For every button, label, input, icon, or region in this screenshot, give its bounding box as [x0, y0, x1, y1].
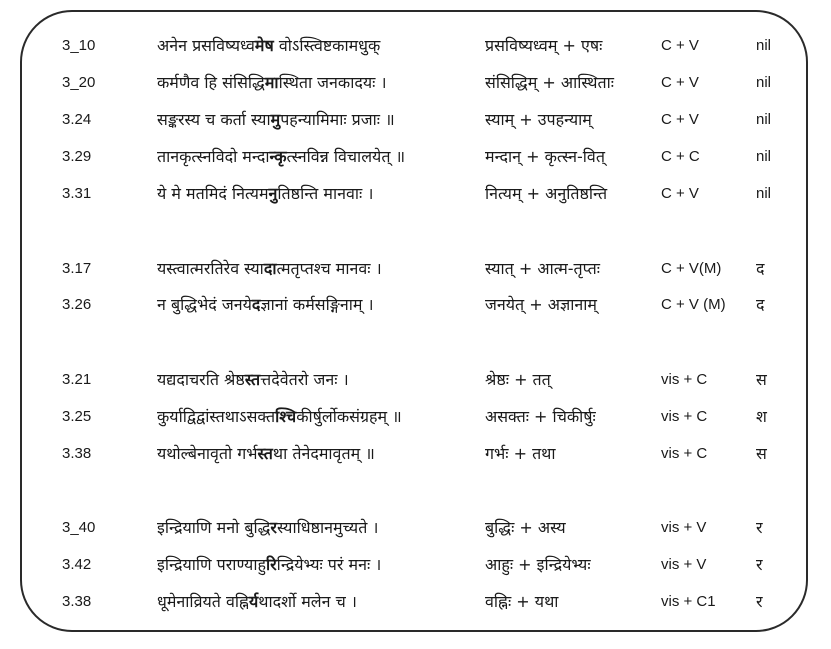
verse-text: इन्द्रियाणि पराण्याहुरिन्द्रियेभ्यः परं मनः । [157, 555, 382, 574]
sandhi-type: C + V (M) [661, 296, 726, 313]
sandhi-split: संसिद्धिम् + आस्थिताः [485, 73, 614, 92]
sandhi-split: स्यात् + आत्म-तृप्तः [485, 259, 600, 278]
sandhi-type: vis + C [661, 371, 708, 388]
sandhi-split: गर्भः + तथा [485, 444, 556, 463]
sandhi-highlight: स्त [244, 370, 261, 389]
sandhi-split: आहुः + इन्द्रियेभ्यः [485, 555, 591, 574]
sandhi-highlight: र्य [248, 592, 259, 611]
verse-text: इन्द्रियाणि मनो बुद्धिरस्याधिष्ठानमुच्यते । [157, 518, 379, 537]
table-row [0, 31, 831, 61]
sandhi-result: द [756, 259, 765, 278]
table-row [0, 365, 831, 395]
verse-number: 3.38 [62, 445, 92, 462]
sandhi-type: C + V [661, 74, 699, 91]
table-row [0, 402, 831, 432]
sandhi-split: नित्यम् + अनुतिष्ठन्ति [485, 184, 608, 203]
table-row [0, 587, 831, 617]
sandhi-type: vis + V [661, 519, 707, 536]
sandhi-highlight: रि [265, 555, 277, 574]
sandhi-split: मन्दान् + कृत्स्न-वित् [485, 147, 605, 166]
sandhi-result: श [756, 407, 767, 426]
verse-number: 3.25 [62, 408, 92, 425]
sandhi-highlight: मेष [254, 36, 274, 55]
verse-text: कुर्याद्विद्वांस्तथाऽसक्तश्चिकीर्षुर्लोकसंग्रहम् ॥ [157, 407, 402, 426]
verse-number: 3_10 [62, 37, 96, 54]
sandhi-highlight: स्त [257, 444, 273, 463]
verse-number: 3.24 [62, 111, 92, 128]
sandhi-type: vis + C [661, 445, 708, 462]
verse-text: यथोल्बेनावृतो गर्भस्तथा तेनेदमावृतम् ॥ [157, 444, 375, 463]
sandhi-type: C + V [661, 185, 699, 202]
verse-number: 3.31 [62, 185, 92, 202]
sandhi-type: C + V [661, 37, 699, 54]
sandhi-result: स [756, 444, 767, 463]
verse-number: 3.21 [62, 371, 92, 388]
sandhi-result: nil [756, 37, 772, 54]
sandhi-highlight: दा [263, 259, 277, 278]
verse-number: 3.17 [62, 260, 92, 277]
table-row [0, 513, 831, 543]
sandhi-highlight: मा [264, 73, 279, 92]
verse-text: सङ्करस्य च कर्ता स्यामुपहन्यामिमाः प्रजाः ॥ [157, 110, 395, 129]
sandhi-result: द [756, 295, 765, 314]
sandhi-result: nil [756, 148, 772, 165]
verse-text: यद्यदाचरति श्रेष्ठस्तत्तदेवेतरो जनः । [157, 370, 349, 389]
verse-text: धूमेनाव्रियते वह्निर्यथादर्शो मलेन च । [157, 592, 357, 611]
table-row [0, 439, 831, 469]
verse-number: 3_20 [62, 74, 96, 91]
verse-text: ये मे मतमिदं नित्यमनुतिष्ठन्ति मानवाः । [157, 184, 374, 203]
sandhi-split: बुद्धिः + अस्य [485, 518, 566, 537]
sandhi-type: C + C [661, 148, 700, 165]
verse-number: 3.38 [62, 593, 92, 610]
sandhi-result: र [756, 555, 763, 574]
sandhi-highlight: र [270, 518, 277, 537]
table-row [0, 142, 831, 172]
sandhi-highlight: श्चि [275, 407, 297, 426]
sandhi-result: nil [756, 74, 772, 91]
sandhi-result: nil [756, 111, 772, 128]
table-row [0, 254, 831, 284]
sandhi-split: असक्तः + चिकीर्षुः [485, 407, 596, 426]
sandhi-type: vis + C1 [661, 593, 716, 610]
verse-text: न बुद्धिभेदं जनयेदज्ञानां कर्मसङ्गिनाम् । [157, 295, 374, 314]
sandhi-type: vis + V [661, 556, 707, 573]
table-row [0, 550, 831, 580]
sandhi-split: स्याम् + उपहन्याम् [485, 110, 592, 129]
sandhi-result: र [756, 518, 763, 537]
verse-number: 3_40 [62, 519, 96, 536]
verse-number: 3.29 [62, 148, 92, 165]
sandhi-highlight: मु [270, 110, 281, 129]
table-row [0, 179, 831, 209]
sandhi-split: जनयेत् + अज्ञानाम् [485, 295, 597, 314]
verse-number: 3.42 [62, 556, 92, 573]
verse-text: यस्त्वात्मरतिरेव स्यादात्मतृप्तश्च मानवः । [157, 259, 382, 278]
sandhi-highlight: न्कृ [269, 147, 287, 166]
sandhi-highlight: नु [268, 184, 278, 203]
sandhi-split: श्रेष्ठः + तत् [485, 370, 551, 389]
sandhi-result: nil [756, 185, 772, 202]
sandhi-split: प्रसविष्यध्वम् + एषः [485, 36, 603, 55]
sandhi-type: C + V(M) [661, 260, 722, 277]
verse-number: 3.26 [62, 296, 92, 313]
verse-text: तानकृत्स्नविदो मन्दान्कृत्स्नविन्न विचालयेत् ॥ [157, 147, 406, 166]
sandhi-result: र [756, 592, 763, 611]
verse-text: अनेन प्रसविष्यध्वमेष वोऽस्त्विष्टकामधुक् [157, 36, 381, 55]
sandhi-type: C + V [661, 111, 699, 128]
sandhi-type: vis + C [661, 408, 708, 425]
sandhi-result: स [756, 370, 767, 389]
sandhi-highlight: द [251, 295, 261, 314]
sandhi-split: वह्निः + यथा [485, 592, 559, 611]
table-row [0, 105, 831, 135]
verse-text: कर्मणैव हि संसिद्धिमास्थिता जनकादयः । [157, 73, 387, 92]
table-row [0, 68, 831, 98]
table-row [0, 290, 831, 320]
